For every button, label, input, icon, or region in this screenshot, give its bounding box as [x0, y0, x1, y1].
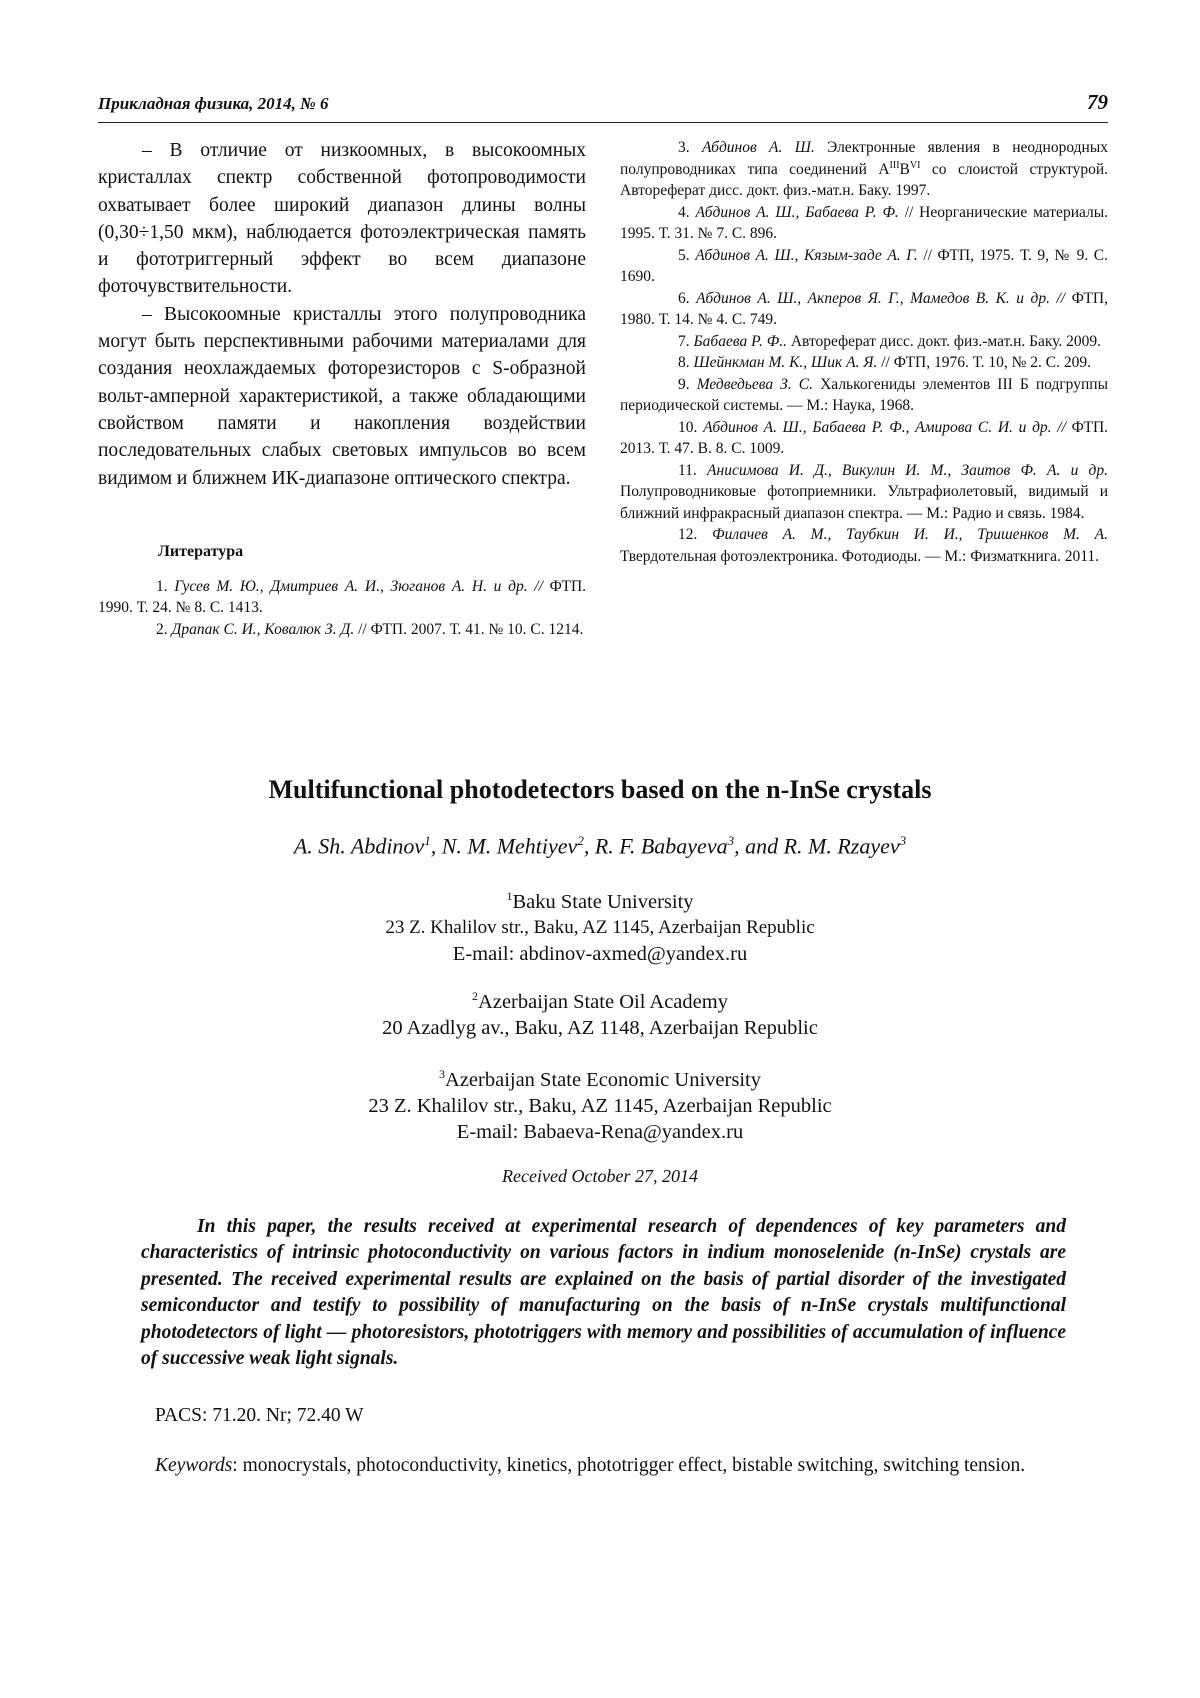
reference-item: 9. Медведьева З. С. Халькогениды элементов III Б подгруппы периодической системы. — М.: Наука, 1968. [620, 375, 1108, 414]
affiliation-name: $^1$Baku State University [506, 889, 694, 913]
reference-item: 5. Абдинов А. Ш., Кязым-заде А. Г. // ФТП, 1975. Т. 9, № 9. С. 1690. [620, 246, 1109, 285]
author-name: A. Sh. Abdinov [293, 833, 425, 859]
affiliation [0, 983, 1200, 1041]
article-title: Multifunctional photodetectors based on the n-InSe crystals [268, 775, 932, 804]
reference-item: 12. Филачев А. М., Таубкин И. И., Тришенков М. А. Твердотельная фотоэлектроника. Фотодиоды. — М.: Физматкнига. 2011. [620, 526, 1108, 565]
reference-item: 2. Драпак С. И., Ковалюк З. Д. // ФТП. 2007. Т. 41. № 10. С. 1214. [156, 620, 584, 638]
author-name: R. M. Rzayev [783, 833, 900, 859]
keywords-label: Keywords [155, 1455, 233, 1476]
reference-item: 11. Анисимова И. Д., Викулин И. М., Заитов Ф. А. и др. Полупроводниковые фотоприемники. Ультрафиолетовый, видимый и ближний инфракрасный диапазон спектра. — М.: Радио и связь. 1984. [620, 461, 1108, 522]
affiliation-address: 20 Azadlyg av., Baku, AZ 1148, Azerbaijan Republic [382, 1016, 818, 1039]
keywords [98, 1453, 1108, 1479]
conclusion-paragraph: – Высокоомные кристаллы этого полупроводника могут быть перспективными рабочими материалами для создания неохлаждаемых фоторезисторов с S-образной вольт-амперной характеристикой, а также обладающими свойством памяти и накопления воздействии последовательных слабых световых импульсов во всем видимом и ближнем ИК-диапазоне оптического спектра. [98, 303, 586, 489]
affiliation-address: 23 Z. Khalilov str., Baku, AZ 1145, Azerbaijan Republic [368, 1094, 832, 1117]
reference-item: 1. Гусев М. Ю., Дмитриев А. И., Зюганов А. Н. и др. // ФТП. 1990. Т. 24. № 8. С. 1413. [98, 577, 587, 617]
pacs-codes: PACS: 71.20. Nr; 72.40 W [155, 1405, 364, 1426]
affiliation-email: E-mail: Babaeva-Rena@yandex.ru [456, 1120, 744, 1143]
left-column [98, 137, 586, 640]
reference-item: 8. Шейнкман М. К., Шик А. Я. // ФТП, 1976. Т. 10, № 2. С. 209. [678, 354, 1092, 371]
page-number: 79 [1087, 90, 1108, 114]
affiliation-name: $^2$Azerbaijan State Oil Academy [472, 989, 728, 1013]
author-name: N. M. Mehtiyev [441, 833, 578, 859]
affiliation [0, 1061, 1200, 1145]
affiliation-email: E-mail: abdinov-axmed@yandex.ru [452, 942, 748, 965]
reference-item: 4. Абдинов А. Ш., Бабаева Р. Ф. // Неорганические материалы. 1995. Т. 31. № 7. С. 896. [620, 203, 1109, 242]
conclusion-paragraph: – В отличие от низкоомных, в высокоомных кристаллах спектр собственной фотопроводимости охватывает более широкий диапазон длины волны (0,30÷1,50 мкм), наблюдается фотоэлектрическая память и фототриггерный эффект во всем диапазоне фоточувствительности. [98, 140, 586, 298]
keywords-list: : monocrystals, photoconductivity, kinetics, phototrigger effect, bistable switching, switching tension. [232, 1455, 1026, 1476]
reference-item: 7. Бабаева Р. Ф.. Автореферат дисс. докт. физ.-мат.н. Баку. 2009. [678, 332, 1102, 350]
page-header [98, 90, 1108, 123]
received-date: Received October 27, 2014 [502, 1166, 698, 1186]
references-heading: Литература [158, 542, 244, 560]
right-column [620, 137, 1108, 567]
abstract: In this paper, the results received at experimental research of dependences of key parameters and characteristics of intrinsic photoconductivity on various factors in indium monoselenide (n-InSe) crystals are presented. The received experimental results are explained on the basis of partial disorder of the investigated semiconductor and testify to possibility of manufacturing on the basis of n-InSe crystals multifunctional photodetectors of light — photoresistors, phototriggers with memory and possibilities of accumulation of influence of successive weak light signals. [141, 1216, 1066, 1370]
reference-item: 6. Абдинов А. Ш., Акперов Я. Г., Мамедов В. К. и др. // ФТП, 1980. Т. 14. № 4. С. 749. [620, 289, 1109, 328]
affiliation-name: $^3$Azerbaijan State Economic University [439, 1067, 761, 1091]
affiliation-address: 23 Z. Khalilov str., Baku, AZ 1145, Azerbaijan Republic [385, 916, 815, 938]
author-list: A. Sh. Abdinov$^1$, N. M. Mehtiyev$^2$, R. F. Babayeva$^3$, and R. M. Rzayev$^3$ [293, 833, 907, 859]
author-name: R. F. Babayeva [594, 833, 728, 859]
reference-item: 10. Абдинов А. Ш., Бабаева Р. Ф., Амирова С. И. и др. // ФТП. 2013. Т. 47. В. 8. С. 1009. [620, 418, 1109, 457]
journal-title: Прикладная физика, 2014, № 6 [98, 94, 329, 113]
reference-item: 3. Абдинов А. Ш. Электронные явления в неоднородных полупроводниках типа соединений $A^{III}B^{VI}$ со слоистой структурой. Автореферат дисс. докт. физ.-мат.н. Баку. 1997. [620, 139, 1108, 199]
affiliation [0, 883, 1200, 967]
